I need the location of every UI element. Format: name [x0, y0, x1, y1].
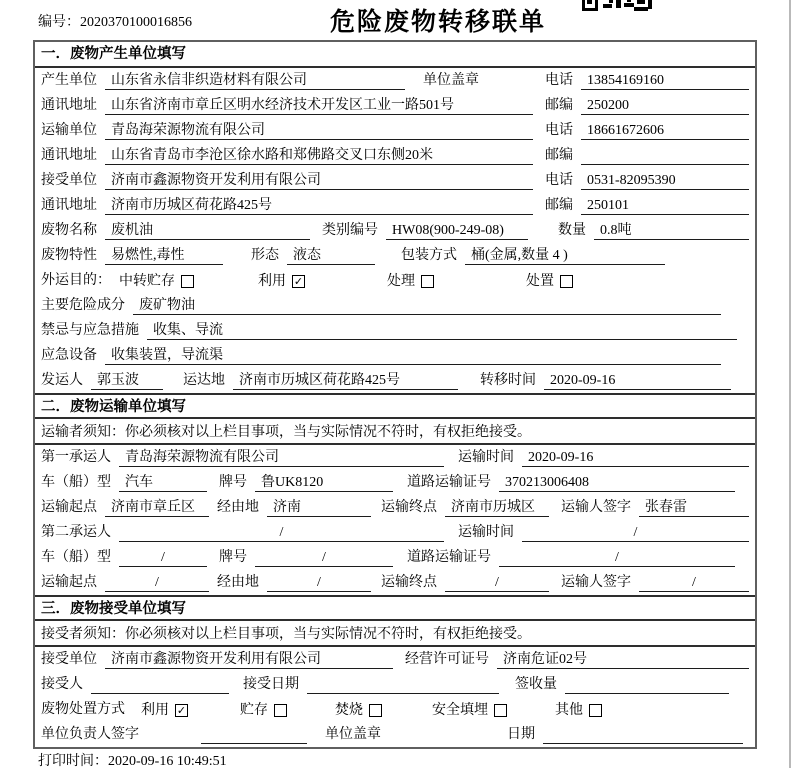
- hazard-label: 主要危险成分: [41, 298, 125, 313]
- doc-number: [38, 11, 192, 31]
- taboo-label: 禁忌与应急措施: [41, 323, 139, 338]
- producer-row: [35, 68, 755, 93]
- vehicle-type-label: 车（船）型: [41, 550, 111, 565]
- option-treat: [387, 270, 434, 290]
- receiver-address-row: [35, 193, 755, 218]
- receipt-qty-value-blank: [565, 693, 729, 694]
- carrier2-row: [35, 520, 755, 545]
- phone-label: 电话: [545, 123, 573, 138]
- transporter-row: [35, 118, 755, 143]
- hazard-value: 废矿物油: [133, 294, 721, 315]
- checkbox-checked: ✓: [293, 275, 304, 288]
- doc-number-label: 编号：: [38, 15, 80, 30]
- receipt-qty-label: 签收量: [515, 677, 557, 692]
- print-time-label: 打印时间：: [38, 754, 108, 768]
- waste-name-value: 废机油: [105, 219, 310, 240]
- carrier-sign-value: 张春雷: [639, 496, 749, 517]
- zip-value: 250200: [581, 98, 749, 115]
- phone-value: 18661672606: [581, 123, 749, 140]
- form-value: 液态: [287, 244, 375, 265]
- via-value: 济南: [267, 496, 371, 517]
- doc-number-value: 2020370100016856: [80, 15, 192, 30]
- responsible-sign-value-blank: [201, 743, 307, 744]
- checkbox-unchecked: [421, 275, 434, 288]
- option-storage: [240, 699, 287, 719]
- endpoint-label: 运输终点: [381, 575, 437, 590]
- road-license-label: 道路运输证号: [407, 550, 491, 565]
- checkbox-unchecked: [589, 704, 602, 717]
- purpose-row: [35, 268, 755, 293]
- permit-label: 经营许可证号: [405, 652, 489, 667]
- page-edge-line: [789, 0, 791, 768]
- zip-label: 邮编: [545, 198, 573, 213]
- origin-value: 济南市章丘区: [105, 496, 209, 517]
- address-value: 山东省济南市章丘区明水经济技术开发区工业一路501号: [105, 94, 533, 115]
- carrier2-value: /: [119, 525, 444, 542]
- phone-value: 13854169160: [581, 73, 749, 90]
- phone-label: 电话: [545, 173, 573, 188]
- acceptor-label: 接受人: [41, 677, 83, 692]
- transport-time-label: 运输时间: [458, 525, 514, 540]
- taboo-row: [35, 318, 755, 343]
- address-value: 济南市历城区荷花路425号: [105, 194, 533, 215]
- section1-header: 一．废物产生单位填写: [35, 42, 755, 68]
- receiver-notice: 接受者须知：你必须核对以上栏目事项，当与实际情况不符时，有权拒绝接受。: [35, 621, 755, 647]
- vehicle-type-value: 汽车: [119, 471, 207, 492]
- accept-unit-row: [35, 647, 755, 672]
- carrier2-label: 第二承运人: [41, 525, 111, 540]
- shipper-row: [35, 368, 755, 393]
- option-label: 安全填埋: [432, 703, 488, 718]
- accept-unit-label: 接受单位: [41, 652, 97, 667]
- option-label: 利用: [141, 703, 169, 718]
- option-label: 处置: [526, 274, 554, 289]
- responsible-sign-label: 单位负责人签字: [41, 727, 139, 742]
- phone-value: 0531-82095390: [581, 173, 749, 190]
- responsible-sign-row: [35, 722, 755, 747]
- receiver-value: 济南市鑫源物资开发利用有限公司: [105, 169, 533, 190]
- accept-unit-value: 济南市鑫源物资开发利用有限公司: [105, 648, 393, 669]
- carrier1-row: [35, 445, 755, 470]
- equipment-row: [35, 343, 755, 368]
- zip-label: 邮编: [545, 98, 573, 113]
- checkbox-checked: ✓: [176, 704, 187, 717]
- option-dispose: [526, 270, 573, 290]
- transfer-time-value: 2020-09-16: [544, 373, 731, 390]
- checkbox-unchecked: [494, 704, 507, 717]
- address-value: 山东省青岛市李沧区徐水路和郑佛路交叉口东侧20米: [105, 144, 533, 165]
- section2-header: 二．废物运输单位填写: [35, 393, 755, 419]
- via-label: 经由地: [217, 500, 259, 515]
- acceptor-value-blank: [91, 693, 229, 694]
- vehicle2-row: [35, 545, 755, 570]
- endpoint-value: 济南市历城区: [445, 496, 549, 517]
- category-label: 类别编号: [322, 223, 378, 238]
- address-label: 通讯地址: [41, 148, 97, 163]
- carrier1-label: 第一承运人: [41, 450, 111, 465]
- checkbox-unchecked: [560, 275, 573, 288]
- shipper-value: 郭玉波: [91, 369, 163, 390]
- plate-value: /: [255, 550, 393, 567]
- waste-name-row: [35, 218, 755, 243]
- taboo-value: 收集、导流: [147, 319, 737, 340]
- endpoint-value: /: [445, 575, 549, 592]
- option-transit-storage: [119, 270, 194, 290]
- via-label: 经由地: [217, 575, 259, 590]
- road-license-value: /: [499, 550, 735, 567]
- option-label: 贮存: [240, 703, 268, 718]
- zip-label: 邮编: [545, 148, 573, 163]
- transfer-time-label: 转移时间: [480, 373, 536, 388]
- packing-value: 桶(金属,数量 4 ): [465, 244, 665, 265]
- waste-traits-row: [35, 243, 755, 268]
- receiver-row: [35, 168, 755, 193]
- print-time: [38, 750, 227, 768]
- option-label: 焚烧: [335, 703, 363, 718]
- traits-value: 易燃性,毒性: [105, 244, 223, 265]
- transport-time-label: 运输时间: [458, 450, 514, 465]
- manifest-form: [33, 40, 757, 749]
- phone-label: 电话: [545, 73, 573, 88]
- destination-value: 济南市历城区荷花路425号: [233, 369, 458, 390]
- option-utilize: [141, 699, 188, 719]
- disposal-label: 废物处置方式: [41, 702, 125, 717]
- traits-label: 废物特性: [41, 248, 97, 263]
- transporter-address-row: [35, 143, 755, 168]
- vehicle1-row: [35, 470, 755, 495]
- plate-label: 牌号: [219, 475, 247, 490]
- section3-header: 三．废物接受单位填写: [35, 595, 755, 621]
- road-license-value: 370213006408: [499, 475, 735, 492]
- option-incinerate: [335, 699, 382, 719]
- route1-row: [35, 495, 755, 520]
- equipment-label: 应急设备: [41, 348, 97, 363]
- origin-value: /: [105, 575, 209, 592]
- equipment-value: 收集装置，导流渠: [105, 344, 721, 365]
- date-value-blank: [543, 743, 743, 744]
- carrier-sign-value: /: [639, 575, 749, 592]
- option-label: 利用: [258, 274, 286, 289]
- accept-date-label: 接受日期: [243, 677, 299, 692]
- via-value: /: [267, 575, 371, 592]
- option-utilize: [258, 270, 305, 290]
- transporter-label: 运输单位: [41, 123, 97, 138]
- waste-name-label: 废物名称: [41, 223, 97, 238]
- destination-label: 运达地: [183, 373, 225, 388]
- packing-label: 包装方式: [401, 248, 457, 263]
- producer-value: 山东省永信非织造材料有限公司: [105, 69, 405, 90]
- option-label: 中转贮存: [119, 274, 175, 289]
- transporter-value: 青岛海荣源物流有限公司: [105, 119, 533, 140]
- carrier-sign-label: 运输人签字: [561, 575, 631, 590]
- zip-value: 250101: [581, 198, 749, 215]
- page-title: 危险废物转移联单: [330, 8, 547, 36]
- carrier-sign-label: 运输人签字: [561, 500, 631, 515]
- vehicle-type-value: /: [119, 550, 207, 567]
- unit-seal-label: 单位盖章: [325, 727, 381, 742]
- carrier1-value: 青岛海荣源物流有限公司: [119, 446, 444, 467]
- print-time-value: 2020-09-16 10:49:51: [108, 754, 227, 768]
- acceptor-row: [35, 672, 755, 697]
- producer-address-row: [35, 93, 755, 118]
- accept-date-value-blank: [307, 693, 499, 694]
- address-label: 通讯地址: [41, 98, 97, 113]
- category-value: HW08(900-249-08): [386, 223, 528, 240]
- transport-time-value: /: [522, 525, 749, 542]
- checkbox-unchecked: [369, 704, 382, 717]
- shipper-label: 发运人: [41, 373, 83, 388]
- plate-value: 鲁UK8120: [255, 471, 393, 492]
- unit-seal-label: 单位盖章: [423, 73, 479, 88]
- form-label: 形态: [251, 248, 279, 263]
- checkbox-unchecked: [274, 704, 287, 717]
- origin-label: 运输起点: [41, 575, 97, 590]
- plate-label: 牌号: [219, 550, 247, 565]
- zip-value-blank: [581, 164, 749, 165]
- hazard-row: [35, 293, 755, 318]
- quantity-value: 0.8吨: [594, 219, 749, 240]
- address-label: 通讯地址: [41, 198, 97, 213]
- option-label: 其他: [555, 703, 583, 718]
- option-other: [555, 699, 602, 719]
- qr-code-fragment: [582, 0, 652, 11]
- origin-label: 运输起点: [41, 500, 97, 515]
- quantity-label: 数量: [558, 223, 586, 238]
- transporter-notice: 运输者须知：你必须核对以上栏目事项，当与实际情况不符时，有权拒绝接受。: [35, 419, 755, 445]
- vehicle-type-label: 车（船）型: [41, 475, 111, 490]
- permit-value: 济南危证02号: [497, 648, 749, 669]
- purpose-label: 外运目的：: [41, 273, 111, 288]
- route2-row: [35, 570, 755, 595]
- road-license-label: 道路运输证号: [407, 475, 491, 490]
- checkbox-unchecked: [181, 275, 194, 288]
- date-label: 日期: [507, 727, 535, 742]
- producer-label: 产生单位: [41, 73, 97, 88]
- receiver-label: 接受单位: [41, 173, 97, 188]
- endpoint-label: 运输终点: [381, 500, 437, 515]
- transport-time-value: 2020-09-16: [522, 450, 749, 467]
- disposal-row: [35, 697, 755, 722]
- option-label: 处理: [387, 274, 415, 289]
- option-landfill: [432, 699, 507, 719]
